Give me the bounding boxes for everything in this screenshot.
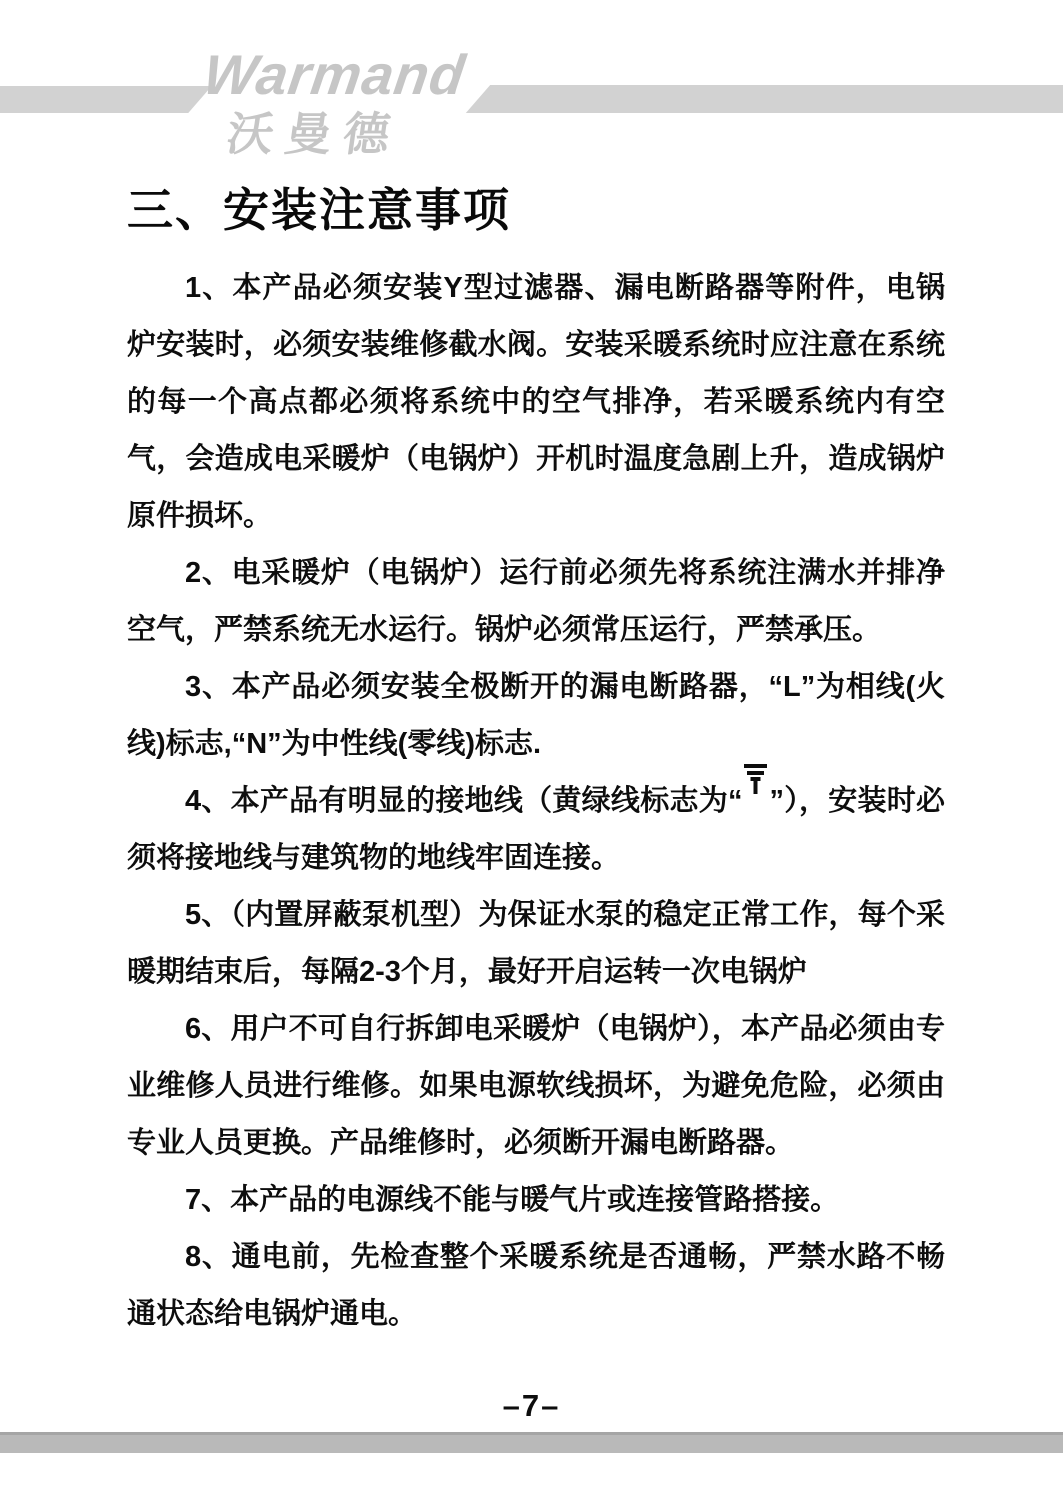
paragraph-3: 3、本产品必须安装全极断开的漏电断路器，“L”为相线(火线)标志,“N”为中性线(零线)标志. xyxy=(127,671,945,760)
document-body xyxy=(127,180,945,1343)
right-decorative-band xyxy=(466,85,1063,113)
paragraph-5: 5、（内置屏蔽泵机型）为保证水泵的稳定正常工作，每个采暖期结束后，每隔2-3个月，最好开启运转一次电锅炉 xyxy=(127,899,945,988)
brand-logo-chinese: 沃曼德 xyxy=(223,108,406,160)
paragraph-4 xyxy=(127,773,945,887)
paragraph-7: 7、本产品的电源线不能与暖气片或连接管路搭接。 xyxy=(185,1184,840,1216)
page-number: –7– xyxy=(502,1388,561,1423)
paragraph-1: 1、本产品必须安装Y型过滤器、漏电断路器等附件，电锅炉安装时，必须安装维修截水阀。安装采暖系统时应注意在系统的每一个高点都必须将系统中的空气排净，若采暖系统内有空气，会造成电采暖炉（电锅炉）开机时温度急剧上升，造成锅炉原件损坏。 xyxy=(127,272,945,532)
brand-logo-text: Warmand xyxy=(199,43,470,106)
paragraph-6: 6、用户不可自行拆卸电采暖炉（电锅炉），本产品必须由专业维修人员进行维修。如果电源软线损坏，为避免危险，必须由专业人员更换。产品维修时，必须断开漏电断路器。 xyxy=(127,1013,945,1159)
section-heading: 三、安装注意事项 xyxy=(127,184,511,236)
earth-ground-icon xyxy=(744,764,767,794)
paragraph-8: 8、通电前，先检查整个采暖系统是否通畅，严禁水路不畅通状态给电锅炉通电。 xyxy=(127,1241,945,1330)
left-decorative-band xyxy=(0,86,212,113)
paragraph-4-suffix: ”），安装时必须将接地线与建筑物的地线牢固连接。 xyxy=(127,785,945,874)
paragraph-4-prefix: 4、本产品有明显的接地线（黄绿线标志为“ xyxy=(185,785,743,817)
footer-decorative-bar xyxy=(0,1432,1063,1453)
paragraph-2: 2、电采暖炉（电锅炉）运行前必须先将系统注满水并排净空气，严禁系统无水运行。锅炉必须常压运行，严禁承压。 xyxy=(127,557,945,646)
